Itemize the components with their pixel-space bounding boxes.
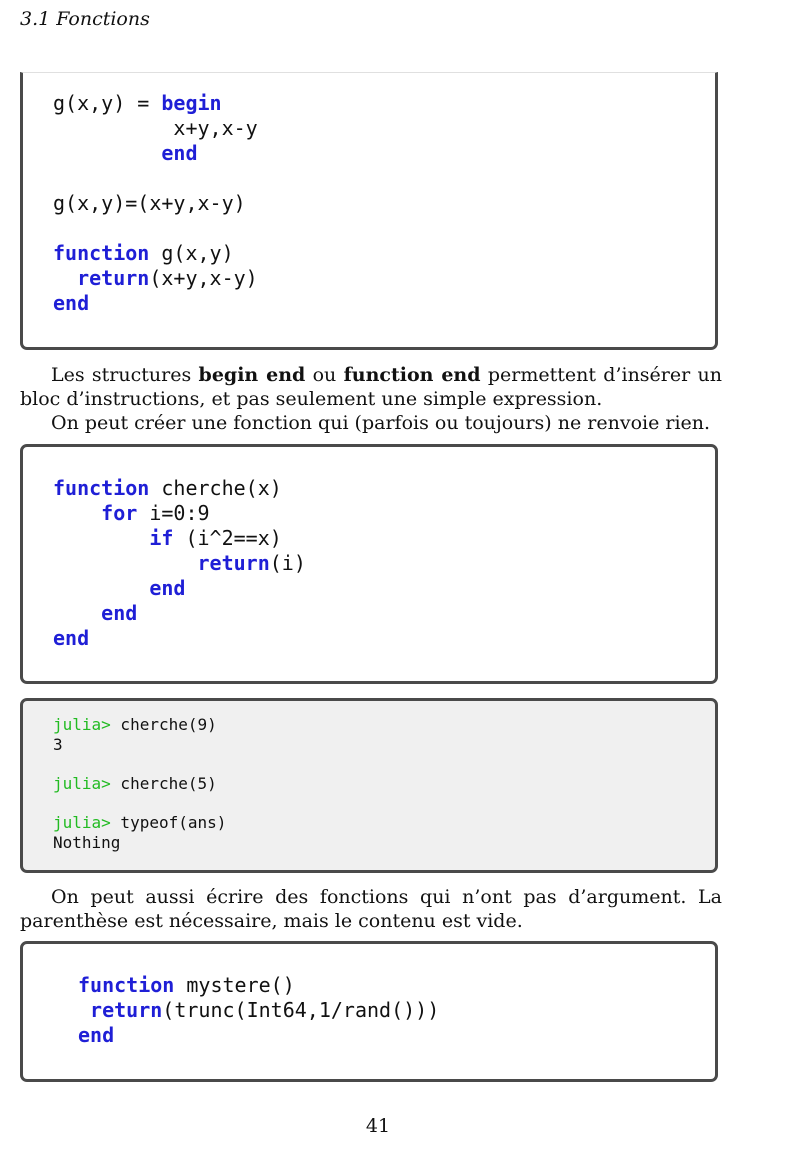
paragraph-no-return: On peut créer une fonction qui (parfois ou toujours) ne renvoie rien. xyxy=(51,412,711,434)
paragraph-text: On peut aussi écrire des fonctions qui n’ont pas d’argument. La parenthèse est nécessaire, mais le contenu est vide. xyxy=(20,886,722,932)
code-block-cherche xyxy=(20,444,718,684)
repl-prompt: julia> xyxy=(53,812,111,832)
page-number: 41 xyxy=(365,1115,391,1137)
running-head: 3.1 Fonctions xyxy=(20,8,150,30)
paragraph-structures xyxy=(20,363,722,435)
repl-session: julia> cherche(9) 3 julia> cherche(5) julia> typeof(ans) Nothing xyxy=(53,715,227,852)
code-listing: g(x,y) = begin x+y,x-y end g(x,y)=(x+y,x-y) function g(x,y) return(x+y,x-y) end xyxy=(53,91,258,315)
code-block-mystere xyxy=(20,941,718,1082)
code-listing: function cherche(x) for i=0:9 if (i^2==x) return(i) end end end xyxy=(53,476,306,650)
repl-prompt: julia> xyxy=(53,773,111,793)
repl-output-block xyxy=(20,698,718,873)
repl-prompt: julia> xyxy=(53,715,111,734)
code-block-tuple-functions xyxy=(20,72,718,350)
code-listing: function mystere() return(trunc(Int64,1/rand())) end xyxy=(78,973,440,1047)
paragraph-no-argument xyxy=(20,885,722,933)
paragraph-begin-end: Les structures begin end ou function end permettent d’insérer un bloc d’instructions, et pas seulement une simple expression. xyxy=(20,364,722,410)
